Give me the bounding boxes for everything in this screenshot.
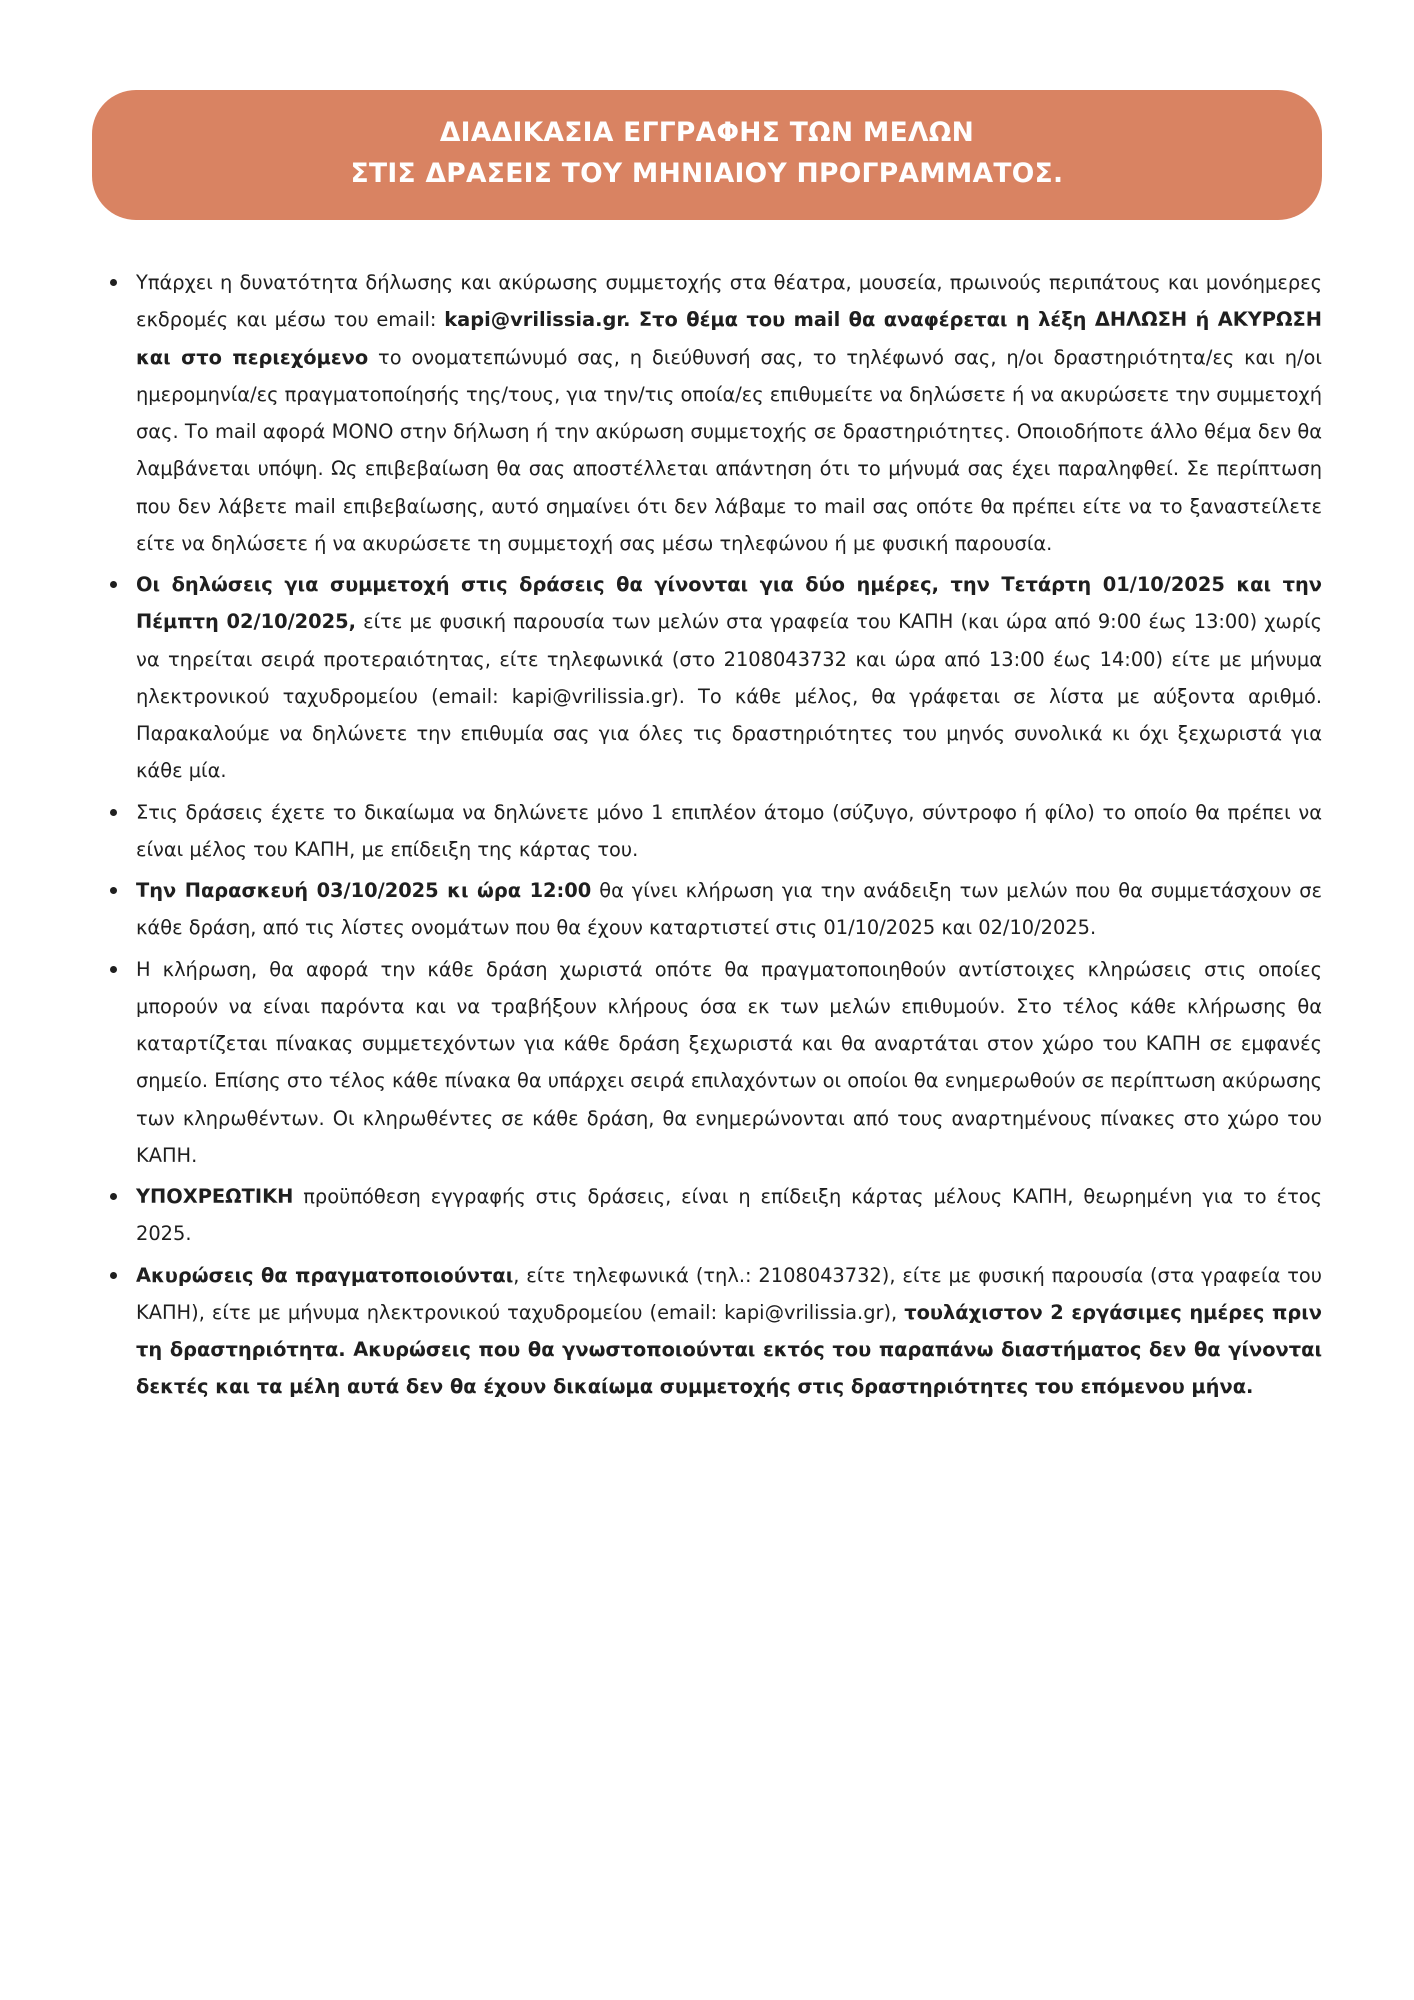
procedure-bullet-list xyxy=(92,264,1322,1406)
title-line-2: ΣΤΙΣ ΔΡΑΣΕΙΣ ΤΟΥ ΜΗΝΙΑΙΟΥ ΠΡΟΓΡΑΜΜΑΤΟΣ. xyxy=(350,158,1064,190)
body-text: προϋπόθεση εγγραφής στις δράσεις, είναι η επίδειξη κάρτας μέλους ΚΑΠΗ, θεωρημένη για το έτος 2025. xyxy=(136,1185,1322,1246)
emphasis-text: Οι δηλώσεις για συμμετοχή στις δράσεις θα γίνονται για δύο ημέρες, την Τετάρτη 01/10/2025 και την Πέμπτη 02/10/2025, xyxy=(136,573,1322,634)
emphasis-text: Ακυρώσεις θα πραγματοποιούνται xyxy=(136,1263,514,1287)
emphasis-text: kapi@vrilissia.gr. Στο θέμα του mail θα αναφέρεται η λέξη ΔΗΛΩΣΗ ή ΑΚΥΡΩΣΗ και στο περιεχόμενο xyxy=(136,308,1322,369)
list-item xyxy=(92,794,1322,869)
emphasis-text: ΥΠΟΧΡΕΩΤΙΚΗ xyxy=(136,1185,294,1209)
emphasis-text: Την Παρασκευή 03/10/2025 κι ώρα 12:00 xyxy=(136,879,592,903)
body-text: Υπάρχει η δυνατότητα δήλωσης και ακύρωσης συμμετοχής στα θέατρα, μουσεία, πρωινούς περιπάτους και μονόημερες εκδρομές και μέσω του email: xyxy=(136,271,1322,332)
list-item xyxy=(92,951,1322,1175)
body-text: το ονοματεπώνυμό σας, η διεύθυνσή σας, το τηλέφωνό σας, η/οι δραστηριότητα/ες και η/οι ημερομηνία/ες πραγματοποίησής της/τους, για την/τις οποία/ες επιθυμείτε να δηλώσετε ή να ακυρώσετε την συμμετοχή σας. Το mail αφορά ΜΟΝΟ στην δήλωση ή την ακύρωση συμμετοχής σε δραστηριότητες. Οποιοδήποτε άλλο θέμα δεν θα λαμβάνεται υπόψη. Ως επιβεβαίωση θα σας αποστέλλεται απάντηση ότι το μήνυμά σας έχει παραληφθεί. Σε περίπτωση που δεν λάβετε mail επιβεβαίωσης, αυτό σημαίνει ότι δεν λάβαμε το mail σας οπότε θα πρέπει είτε να το ξαναστείλετε είτε να δηλώσετε ή να ακυρώσετε τη συμμετοχή σας μέσω τηλεφώνου ή με φυσική παρουσία. xyxy=(136,345,1322,555)
body-text: Η κλήρωση, θα αφορά την κάθε δράση χωριστά οπότε θα πραγματοποιηθούν αντίστοιχες κληρώσεις στις οποίες μπορούν να είναι παρόντα και να τραβήξουν κλήρους όσα εκ των μελών επιθυμούν. Στο τέλος κάθε κλήρωσης θα καταρτίζεται πίνακας συμμετεχόντων για κάθε δράση ξεχωριστά και θα αναρτάται στον χώρο του ΚΑΠΗ σε εμφανές σημείο. Επίσης στο τέλος κάθε πίνακα θα υπάρχει σειρά επιλαχόντων οι οποίοι θα ενημερωθούν σε περίπτωση ακύρωσης των κληρωθέντων. Οι κληρωθέντες σε κάθε δράση, θα ενημερώνονται από τους αναρτημένους πίνακες στο χώρο του ΚΑΠΗ. xyxy=(136,957,1322,1167)
bottom-spacer xyxy=(92,1410,1322,1450)
list-item xyxy=(92,1257,1322,1406)
emphasis-text: τουλάχιστον 2 εργάσιμες ημέρες πριν τη δραστηριότητα. Ακυρώσεις που θα γνωστοποιούνται εκτός του παραπάνω διαστήματος δεν θα γίνονται δεκτές και τα μέλη αυτά δεν θα έχουν δικαίωμα συμμετοχής στις δραστηριότητες του επόμενου μήνα. xyxy=(136,1300,1322,1399)
title-line-1: ΔΙΑΔΙΚΑΣΙΑ ΕΓΓΡΑΦΗΣ ΤΩΝ ΜΕΛΩΝ xyxy=(439,117,975,148)
list-item xyxy=(92,264,1322,562)
body-text: Στις δράσεις έχετε το δικαίωμα να δηλώνετε μόνο 1 επιπλέον άτομο (σύζυγο, σύντροφο ή φίλο) το οποίο θα πρέπει να είναι μέλος του ΚΑΠΗ, με επίδειξη της κάρτας του. xyxy=(136,800,1322,861)
list-item xyxy=(92,872,1322,947)
document-title-banner xyxy=(92,90,1322,220)
body-text: είτε με φυσική παρουσία των μελών στα γραφεία του ΚΑΠΗ (και ώρα από 9:00 έως 13:00) χωρίς να τηρείται σειρά προτεραιότητας, είτε τηλεφωνικά (στο 2108043732 και ώρα από 13:00 έως 14:00) είτε με μήνυμα ηλεκτρονικού ταχυδρομείου (email: kapi@vrilissia.gr). Το κάθε μέλος, θα γράφεται σε λίστα με αύξοντα αριθμό. Παρακαλούμε να δηλώνετε την επιθυμία σας για όλες τις δραστηριότητες του μηνός συνολικά κι όχι ξεχωριστά για κάθε μία. xyxy=(136,610,1322,783)
list-item xyxy=(92,566,1322,790)
body-text: θα γίνει κλήρωση για την ανάδειξη των μελών που θα συμμετάσχουν σε κάθε δράση, από τις λίστες ονομάτων που θα έχουν καταρτιστεί στις 01/10/2025 και 02/10/2025. xyxy=(136,879,1322,940)
body-text: , είτε τηλεφωνικά (τηλ.: 2108043732), είτε με φυσική παρουσία (στα γραφεία του ΚΑΠΗ), είτε με μήνυμα ηλεκτρονικού ταχυδρομείου (email: kapi@vrilissia.gr), xyxy=(136,1263,1322,1324)
list-item xyxy=(92,1178,1322,1253)
